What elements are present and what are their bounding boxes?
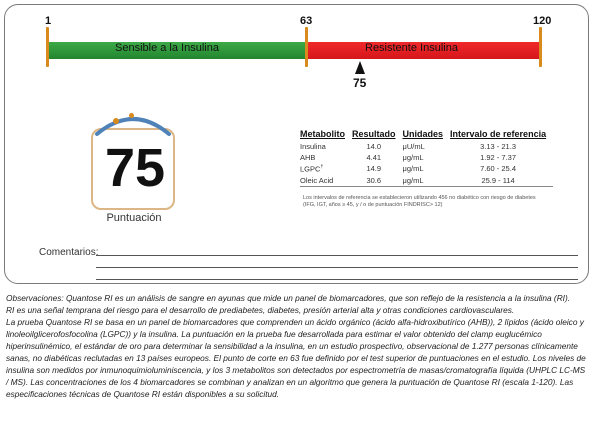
score-gauge — [91, 110, 175, 210]
sensitive-label: Sensible a la Insulina — [115, 42, 219, 54]
row-metabolito: Insulina — [300, 142, 326, 151]
col-resultado: Resultado — [352, 129, 396, 139]
col-unidades: Unidades — [402, 129, 444, 139]
score-label: Puntuación — [106, 212, 162, 224]
resistant-label: Resistente Insulina — [365, 42, 458, 54]
gauge-dot-icon — [129, 113, 134, 118]
row-metabolito: AHB — [300, 153, 316, 162]
row-resultado: 4.41 — [366, 153, 382, 162]
row-unidades: μU/mL — [402, 142, 425, 151]
results-table — [300, 129, 553, 187]
gauge-dot-icon — [113, 118, 119, 124]
row-intervalo: 3.13 - 21.3 — [480, 142, 516, 151]
table-row — [300, 141, 553, 152]
score-marker-icon — [355, 61, 365, 74]
table-footnote: Los intervalos de referencia se establecieron utilizando 456 no diabético con riesgo de diabetes (IFG, IGT, años ≥ 45, y / o de puntuación FINDRISC> 12) — [303, 195, 536, 208]
marker-value: 75 — [353, 76, 367, 90]
comment-line[interactable] — [96, 255, 578, 256]
comment-line[interactable] — [96, 279, 578, 280]
row-unidades: μg/mL — [403, 175, 451, 187]
row-unidades: μg/mL — [402, 164, 424, 174]
row-intervalo: 7.60 - 25.4 — [480, 164, 516, 174]
table-row — [300, 163, 553, 175]
observations-risk: RI es una señal temprana del riesgo para el desarrollo de prediabetes, diabetes, presión arterial alta y otras condiciones cardiovasculares. — [6, 305, 515, 315]
dagger-footnote-mark: † — [320, 164, 324, 170]
comments-label: Comentarios: — [39, 247, 99, 258]
table-row — [300, 152, 553, 163]
row-intervalo: 1.92 - 7.37 — [480, 153, 516, 162]
row-intervalo: 25.9 - 114 — [450, 175, 553, 187]
scale-max: 120 — [533, 15, 552, 27]
scale-min: 1 — [45, 15, 52, 27]
observations — [6, 292, 589, 400]
col-intervalo: Intervalo de referencia — [450, 129, 547, 139]
col-metabolito: Metabolito — [300, 129, 345, 139]
row-metabolito: LGPC† — [300, 164, 324, 174]
row-resultado: 14.0 — [366, 142, 382, 151]
table-row — [300, 175, 553, 187]
row-unidades: μg/mL — [402, 153, 424, 162]
score-value: 75 — [104, 138, 166, 198]
observations-intro: Observaciones: Quantose RI es un análisis de sangre en ayunas que mide un panel de biomarcadores, que son reflejo de la resistencia a la insulina (RI). — [6, 293, 571, 303]
report-card — [4, 4, 589, 284]
row-metabolito: Oleic Acid — [300, 175, 352, 187]
row-resultado: 14.9 — [366, 164, 382, 174]
scale-tick-max — [539, 27, 542, 67]
observations-details: La prueba Quantose RI se basa en un panel de biomarcadores que comprenden un ácido orgánico (ácido alfa-hidroxibutírico (AHB)), 2 lípidos (ácido oleico y linoleoilglicerofosfocolina (LGPC)) y la insulina. La puntuación en la prueba fue desarrollada para estimar el valor obtenido del clamp euglucémico hiperinsulinémico, el estándar de oro para determinar la sensibilidad a la insulina, en un estudio prospectivo, observacional de 1.277 personas clínicamente sanas, no diabéticas reclutadas en 13 países europeos. El punto de corte en 63 fue definido por el test superior de puntuaciones en el estudio. Los niveles de insulina son medidos por inmunoquimioluminiscencia, y los 3 metabolitos son detectados por espectrometría de masas/cromatografía líquida (UHPLC LC-MS / MS). Las concentraciones de los 4 biomarcadores se combinan y analizan en un algoritmo que genera la puntuación de Quantose RI (escala 1-120). Las especificaciones técnicas de Quantose RI están disponibles a su solicitud. — [6, 317, 586, 399]
scale-cutoff: 63 — [300, 15, 313, 27]
comment-line[interactable] — [96, 267, 578, 268]
row-resultado: 30.6 — [352, 175, 403, 187]
